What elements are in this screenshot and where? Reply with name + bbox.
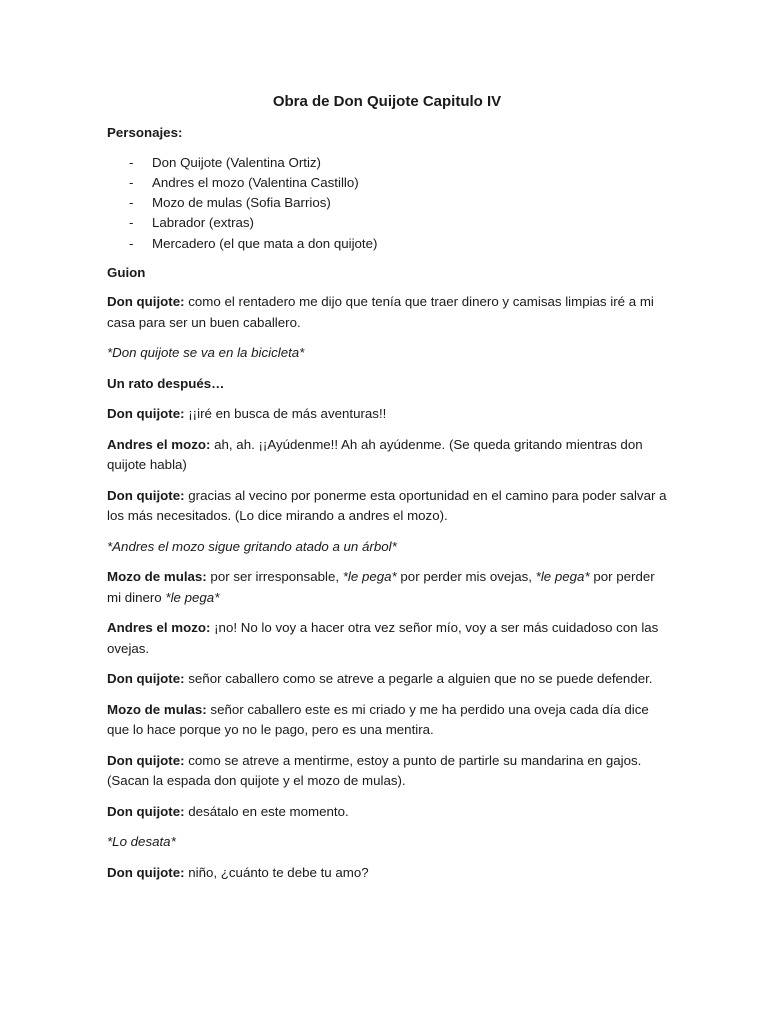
speaker-name: Don quijote: [107, 752, 185, 768]
dialogue-text: señor caballero como se atreve a pegarle a alguien que no se puede defender. [184, 671, 653, 687]
speaker-name: Don quijote: [107, 487, 185, 503]
character-item [107, 173, 667, 193]
inline-stage-direction: *le pega* [165, 589, 220, 605]
stage-direction: *Lo desata* [107, 834, 176, 850]
dialogue-text: como el rentadero me dijo que tenía que traer dinero y camisas limpias iré a mi casa para ser un buen caballero. [107, 294, 654, 330]
speaker-name: Andres el mozo: [107, 436, 211, 452]
dialogue-line [107, 669, 667, 690]
character-name: Mercadero (el que mata a don quijote) [152, 235, 378, 251]
dialogue-text: gracias al vecino por ponerme esta oportunidad en el camino para poder salvar a los más necesitados. (Lo dice mirando a andres el mozo). [107, 487, 667, 524]
dialogue-line [107, 700, 667, 741]
dialogue-text: niño, ¿cuánto te debe tu amo? [184, 864, 369, 880]
character-item [107, 213, 667, 233]
dialogue-text: por perder mis ovejas, [396, 569, 536, 585]
dialogue-text: como se atreve a mentirme, estoy a punto de partirle su mandarina en gajos. (Sacan la espada don quijote y el mozo de mulas). [107, 752, 642, 789]
stage-direction: *Don quijote se va en la bicicleta* [107, 345, 305, 361]
dialogue-text: señor caballero este es mi criado y me ha perdido una oveja cada día dice que lo hace porque yo no le pago, pero es una mentira. [107, 701, 649, 738]
dialogue-line [107, 486, 667, 527]
bullet-dash: - [129, 174, 134, 190]
dialogue-text: desátalo en este momento. [184, 803, 349, 819]
speaker-name: Mozo de mulas: [107, 569, 207, 585]
character-item [107, 234, 667, 254]
stage-direction: *Andres el mozo sigue gritando atado a un árbol* [107, 538, 397, 554]
characters-list [107, 153, 667, 254]
document-title: Obra de Don Quijote Capitulo IV [272, 93, 502, 110]
character-item [107, 193, 667, 213]
document-content [107, 91, 667, 893]
character-name: Andres el mozo (Valentina Castillo) [152, 174, 359, 190]
speaker-name: Don quijote: [107, 671, 185, 687]
dialogue-text: por ser irresponsable, [206, 569, 343, 585]
dialogue-line [107, 435, 667, 476]
speaker-name: Don quijote: [107, 803, 185, 819]
speaker-name: Andres el mozo: [107, 620, 211, 636]
character-item [107, 153, 667, 173]
dialogue-line [107, 618, 667, 659]
character-name: Labrador (extras) [152, 215, 254, 231]
dialogue-text: ¡no! No lo voy a hacer otra vez señor mío, voy a ser más cuidadoso con las ovejas. [107, 620, 659, 656]
speaker-name: Mozo de mulas: [107, 701, 207, 717]
characters-label: Personajes: [107, 125, 183, 140]
speaker-name: Don quijote: [107, 864, 185, 880]
scene-heading: Un rato después… [107, 375, 225, 391]
dialogue-line [107, 802, 667, 823]
bullet-dash: - [129, 154, 134, 170]
bullet-dash: - [129, 235, 134, 251]
character-name: Don Quijote (Valentina Ortiz) [152, 154, 321, 170]
dialogue-text: por perder mi dinero [107, 569, 655, 605]
dialogue-line [107, 292, 667, 333]
dialogue-line [107, 404, 667, 425]
inline-stage-direction: *le pega* [342, 569, 397, 585]
dialogue-line [107, 567, 667, 608]
character-name: Mozo de mulas (Sofia Barrios) [152, 195, 331, 211]
dialogue-text: ah, ah. ¡¡Ayúdenme!! Ah ah ayúdenme. (Se queda gritando mientras don quijote habla) [107, 436, 643, 473]
dialogue-line [107, 863, 667, 884]
bullet-dash: - [129, 195, 134, 211]
inline-stage-direction: *le pega* [535, 569, 590, 585]
script-label: Guion [107, 264, 146, 280]
script-body [107, 292, 667, 883]
speaker-name: Don quijote: [107, 406, 185, 422]
dialogue-line [107, 751, 667, 792]
dialogue-text: ¡¡iré en busca de más aventuras!! [184, 406, 387, 422]
bullet-dash: - [129, 215, 134, 231]
speaker-name: Don quijote: [107, 294, 185, 310]
